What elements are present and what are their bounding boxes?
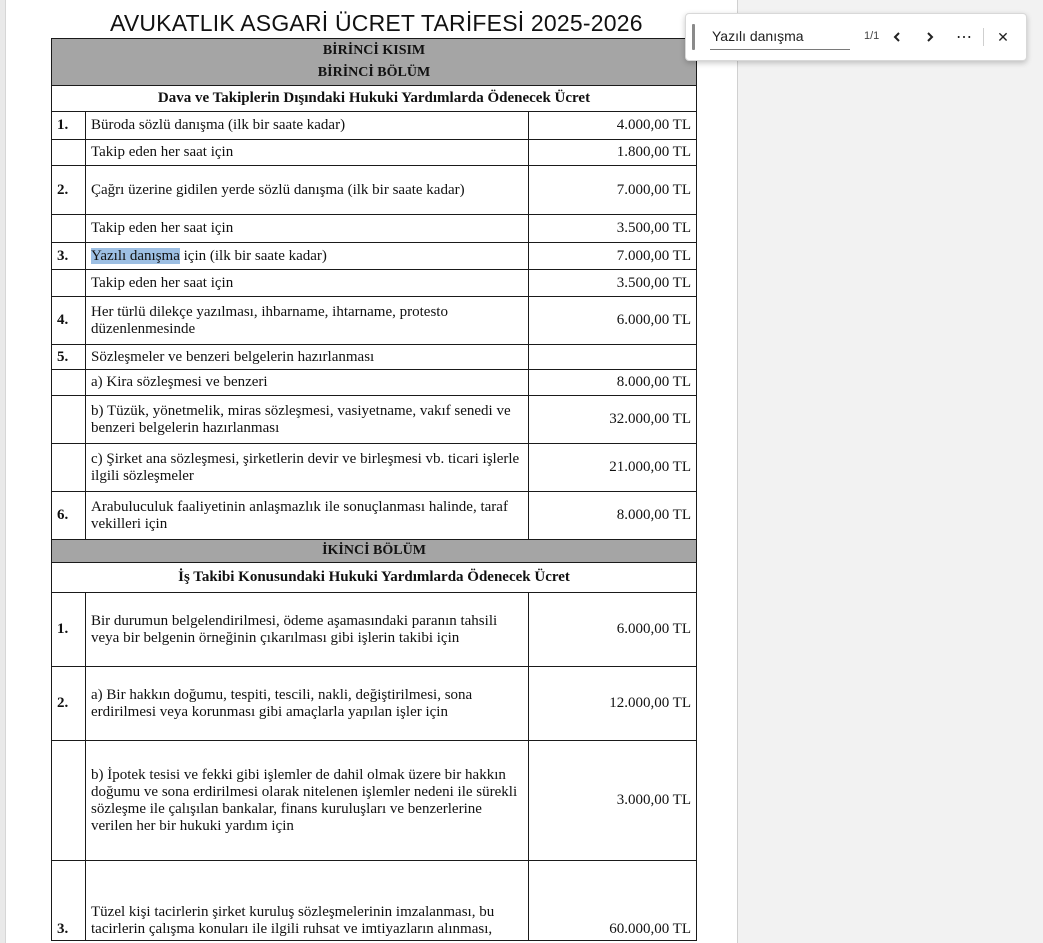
chevron-left-icon bbox=[891, 31, 903, 43]
row-description: Çağrı üzerine gidilen yerde sözlü danışma (ilk bir saate kadar) bbox=[86, 166, 529, 215]
row-amount: 8.000,00 TL bbox=[529, 492, 697, 540]
table-row bbox=[52, 370, 697, 396]
row-description: Büroda sözlü danışma (ilk bir saate kadar) bbox=[86, 112, 529, 140]
section-subtitle: Dava ve Takiplerin Dışındaki Hukuki Yardımlarda Ödenecek Ücret bbox=[52, 86, 697, 112]
chevron-right-icon bbox=[924, 31, 936, 43]
table-row bbox=[52, 741, 697, 861]
row-description: Bir durumun belgelendirilmesi, ödeme aşamasındaki paranın tahsili veya bir belgenin örneğinin çıkarılması gibi işlerin takibi için bbox=[86, 593, 529, 667]
row-amount: 6.000,00 TL bbox=[529, 593, 697, 667]
table-row bbox=[52, 140, 697, 166]
row-description: b) İpotek tesisi ve fekki gibi işlemler de dahil olmak üzere bir hakkın doğumu ve sona erdirilmesi olarak nitelenen işlemler nedeni ile sürekli sözleşme ile çalışılan bankalar, finans kuruluşları ve benzerlerine verilen her bir hukuki yardım için bbox=[86, 741, 529, 861]
more-options-button[interactable] bbox=[953, 26, 975, 48]
table-row bbox=[52, 396, 697, 444]
row-amount: 21.000,00 TL bbox=[529, 444, 697, 492]
row-number: 3. bbox=[52, 243, 86, 270]
row-amount: 4.000,00 TL bbox=[529, 112, 697, 140]
table-row bbox=[52, 297, 697, 345]
row-amount: 60.000,00 TL bbox=[529, 861, 697, 941]
match-count: 1/1 bbox=[864, 30, 880, 42]
row-description: a) Bir hakkın doğumu, tespiti, tescili, nakli, değiştirilmesi, sona erdirilmesi veya korunması gibi amaçlarla yapılan işler için bbox=[86, 667, 529, 741]
table-row bbox=[52, 166, 697, 215]
row-amount: 3.500,00 TL bbox=[529, 270, 697, 297]
row-description: a) Kira sözleşmesi ve benzeri bbox=[86, 370, 529, 396]
part-title: BİRİNCİ KISIM bbox=[322, 43, 426, 58]
row-amount: 7.000,00 TL bbox=[529, 166, 697, 215]
document-title: AVUKATLIK ASGARİ ÜCRET TARİFESİ 2025-2026 bbox=[110, 10, 643, 36]
row-description: Takip eden her saat için bbox=[86, 215, 529, 243]
row-description: Tüzel kişi tacirlerin şirket kuruluş sözleşmelerinin imzalanması, bu tacirlerin çalışma konuları ile ilgili ruhsat ve imtiyazların alınması, bbox=[86, 861, 529, 941]
section-subtitle-row bbox=[52, 563, 697, 593]
row-number: 4. bbox=[52, 297, 86, 345]
viewer-background bbox=[738, 0, 1043, 943]
row-number: 5. bbox=[52, 345, 86, 370]
table-row bbox=[52, 593, 697, 667]
section-title: BİRİNCİ BÖLÜM bbox=[317, 65, 431, 80]
section-subtitle: İş Takibi Konusundaki Hukuki Yardımlarda Ödenecek Ücret bbox=[52, 563, 697, 593]
table-row bbox=[52, 861, 697, 941]
table-row bbox=[52, 492, 697, 540]
document-page bbox=[6, 0, 738, 943]
section-header-row bbox=[52, 540, 697, 563]
row-amount: 32.000,00 TL bbox=[529, 396, 697, 444]
row-number: 6. bbox=[52, 492, 86, 540]
find-bar bbox=[685, 13, 1027, 61]
more-icon: ⋯ bbox=[956, 29, 972, 46]
table-row bbox=[52, 112, 697, 140]
search-match-highlight: Yazılı danışma bbox=[91, 247, 180, 264]
table-row bbox=[52, 243, 697, 270]
divider bbox=[983, 28, 984, 46]
find-input[interactable] bbox=[710, 23, 850, 50]
row-number: 2. bbox=[52, 166, 86, 215]
section-title: İKİNCİ BÖLÜM bbox=[52, 540, 697, 563]
row-description: Her türlü dilekçe yazılması, ihbarname, ihtarname, protesto düzenlenmesinde bbox=[86, 297, 529, 345]
row-description: Arabuluculuk faaliyetinin anlaşmazlık ile sonuçlanması halinde, taraf vekilleri için bbox=[86, 492, 529, 540]
row-amount: 12.000,00 TL bbox=[529, 667, 697, 741]
row-amount: 3.000,00 TL bbox=[529, 741, 697, 861]
row-description bbox=[86, 243, 529, 270]
section-subtitle-row bbox=[52, 86, 697, 112]
row-description-rest: için (ilk bir saate kadar) bbox=[179, 247, 327, 264]
row-description: Sözleşmeler ve benzeri belgelerin hazırlanması bbox=[86, 345, 529, 370]
row-description: Takip eden her saat için bbox=[86, 140, 529, 166]
close-find-button[interactable] bbox=[992, 26, 1014, 48]
row-amount: 1.800,00 TL bbox=[529, 140, 697, 166]
table-row bbox=[52, 270, 697, 297]
row-amount: 3.500,00 TL bbox=[529, 215, 697, 243]
row-number: 1. bbox=[52, 593, 86, 667]
row-description: c) Şirket ana sözleşmesi, şirketlerin devir ve birleşmesi vb. ticari işlerle ilgili sözleşmeler bbox=[86, 444, 529, 492]
row-description: b) Tüzük, yönetmelik, miras sözleşmesi, vasiyetname, vakıf senedi ve benzeri belgelerin hazırlanması bbox=[86, 396, 529, 444]
row-number: 3. bbox=[52, 861, 86, 941]
part-header-row bbox=[52, 39, 697, 86]
table-row bbox=[52, 215, 697, 243]
row-amount: 7.000,00 TL bbox=[529, 243, 697, 270]
row-amount: 8.000,00 TL bbox=[529, 370, 697, 396]
fee-table bbox=[51, 38, 697, 941]
table-row bbox=[52, 667, 697, 741]
previous-match-button[interactable] bbox=[886, 26, 908, 48]
next-match-button[interactable] bbox=[919, 26, 941, 48]
row-number: 2. bbox=[52, 667, 86, 741]
table-row bbox=[52, 444, 697, 492]
row-description: Takip eden her saat için bbox=[86, 270, 529, 297]
table-row bbox=[52, 345, 697, 370]
row-amount: 6.000,00 TL bbox=[529, 297, 697, 345]
drag-handle-icon[interactable] bbox=[692, 24, 695, 50]
close-icon: ✕ bbox=[997, 28, 1009, 45]
row-number: 1. bbox=[52, 112, 86, 140]
